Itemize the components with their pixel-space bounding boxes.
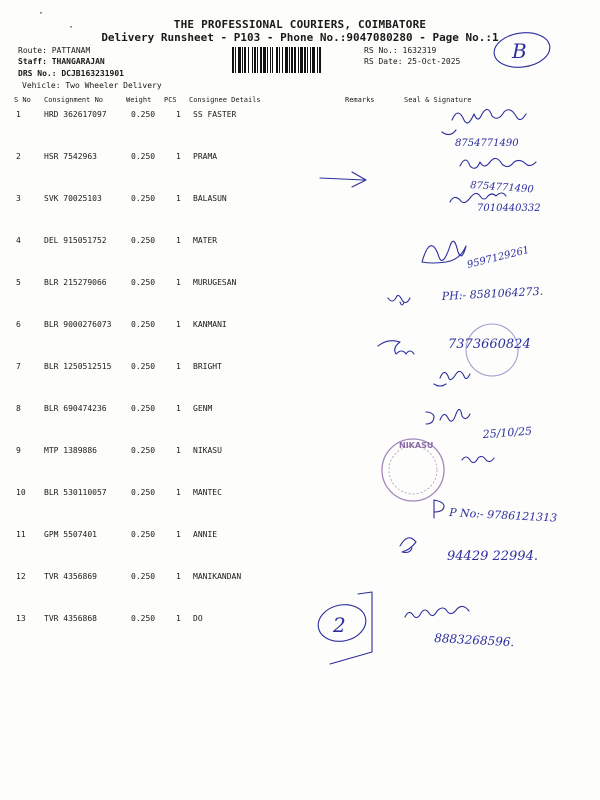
row-weight: 0.250 bbox=[131, 362, 156, 371]
row-sno: 8 bbox=[16, 404, 21, 413]
row-consignment: HRD 362617097 bbox=[44, 110, 107, 119]
row-sno: 9 bbox=[16, 446, 21, 455]
table-row bbox=[0, 362, 600, 376]
row-pcs: 1 bbox=[176, 236, 181, 245]
row-pcs: 1 bbox=[176, 110, 181, 119]
signature-phone: 9597129261 bbox=[466, 244, 531, 271]
row-weight: 0.250 bbox=[131, 446, 156, 455]
row-consignee: MANTEC bbox=[193, 488, 222, 497]
row-weight: 0.250 bbox=[131, 236, 156, 245]
row-consignee: GENM bbox=[193, 404, 213, 413]
row-pcs: 1 bbox=[176, 404, 181, 413]
row-consignee: MANIKANDAN bbox=[193, 572, 242, 581]
row-pcs: 1 bbox=[176, 320, 181, 329]
row-weight: 0.250 bbox=[131, 404, 156, 413]
rs-date-line bbox=[364, 57, 460, 67]
row-sno: 7 bbox=[16, 362, 21, 371]
row-sno: 10 bbox=[16, 488, 26, 497]
table-row bbox=[0, 278, 600, 292]
row-sno: 12 bbox=[16, 572, 26, 581]
drs-label: DRS No.: bbox=[18, 69, 57, 78]
row-consignee: MURUGESAN bbox=[193, 278, 237, 287]
row-sno: 5 bbox=[16, 278, 21, 287]
row-pcs: 1 bbox=[176, 194, 181, 203]
row-consignment: GPM 5507401 bbox=[44, 530, 97, 539]
row-consignee: BRIGHT bbox=[193, 362, 222, 371]
row-pcs: 1 bbox=[176, 572, 181, 581]
route-line bbox=[18, 46, 90, 56]
stamp-text: NIKASU bbox=[399, 441, 434, 450]
circled-b-letter: B bbox=[512, 39, 527, 63]
row-pcs: 1 bbox=[176, 488, 181, 497]
rs-no-line bbox=[364, 46, 436, 56]
vehicle-value: Two Wheeler Delivery bbox=[65, 81, 162, 90]
signature-row-10 bbox=[434, 500, 557, 525]
col-remarks-header: Remarks bbox=[345, 96, 375, 104]
speck: · bbox=[38, 8, 45, 19]
table-row bbox=[0, 320, 600, 334]
col-pcs-header: PCS bbox=[164, 96, 177, 104]
company-title: THE PROFESSIONAL COURIERS, COIMBATORE bbox=[173, 18, 427, 31]
row-consignee: PRAMA bbox=[193, 152, 218, 161]
row-pcs: 1 bbox=[176, 152, 181, 161]
row-sno: 13 bbox=[16, 614, 26, 623]
row-consignment: BLR 1250512515 bbox=[44, 362, 112, 371]
row-consignment: BLR 690474236 bbox=[44, 404, 107, 413]
row-sno: 4 bbox=[16, 236, 21, 245]
row-consignee: MATER bbox=[193, 236, 218, 245]
row-consignment: TVR 4356869 bbox=[44, 572, 97, 581]
row-consignment: SVK 70025103 bbox=[44, 194, 102, 203]
row-weight: 0.250 bbox=[131, 320, 156, 329]
row-weight: 0.250 bbox=[131, 530, 156, 539]
row-consignee: KANMANI bbox=[193, 320, 227, 329]
col-sno-header: S No bbox=[14, 96, 31, 104]
row-consignment: BLR 215279066 bbox=[44, 278, 107, 287]
signature-phone: 7010440332 bbox=[477, 203, 541, 214]
table-row bbox=[0, 236, 600, 250]
signature-phone: 8754771490 bbox=[469, 180, 535, 196]
col-seal-header: Seal & Signature bbox=[404, 96, 472, 104]
signature-phone: PH:- 8581064273. bbox=[441, 284, 544, 303]
row-sno: 3 bbox=[16, 194, 21, 203]
row-sno: 11 bbox=[16, 530, 26, 539]
row-consignment: BLR 9000276073 bbox=[44, 320, 112, 329]
col-consignment-header: Consignment No bbox=[44, 96, 104, 104]
arrow-mark bbox=[320, 172, 366, 187]
col-consignee-header: Consignee Details bbox=[189, 96, 261, 104]
row-pcs: 1 bbox=[176, 530, 181, 539]
vehicle-label: Vehicle: bbox=[22, 81, 61, 90]
row-weight: 0.250 bbox=[131, 572, 156, 581]
table-row bbox=[0, 194, 600, 208]
route-value: PATTANAM bbox=[51, 46, 91, 55]
table-row bbox=[0, 530, 600, 544]
row-pcs: 1 bbox=[176, 614, 181, 623]
table-row bbox=[0, 404, 600, 418]
barcode bbox=[232, 47, 358, 73]
runsheet-subtitle: Delivery Runsheet - P103 - Phone No.:9047080280 - Page No.:1 bbox=[101, 31, 499, 44]
row-weight: 0.250 bbox=[131, 110, 156, 119]
signature-phone: 8883268596. bbox=[433, 631, 515, 650]
table-row bbox=[0, 446, 600, 460]
row-consignment: MTP 1389886 bbox=[44, 446, 97, 455]
circled-two-digit: 2 bbox=[333, 613, 346, 637]
row-consignment: TVR 4356868 bbox=[44, 614, 97, 623]
staff-label: Staff: bbox=[18, 57, 47, 66]
row-consignee: SS FASTER bbox=[193, 110, 237, 119]
rs-date-label: RS Date: bbox=[364, 57, 403, 66]
table-row bbox=[0, 614, 600, 628]
row-consignee: DO bbox=[193, 614, 203, 623]
row-sno: 1 bbox=[16, 110, 21, 119]
staff-value: THANGARAJAN bbox=[51, 57, 105, 66]
signature-date: 25/10/25 bbox=[482, 424, 533, 441]
row-sno: 6 bbox=[16, 320, 21, 329]
rs-no-label: RS No.: bbox=[364, 46, 398, 55]
row-weight: 0.250 bbox=[131, 278, 156, 287]
row-pcs: 1 bbox=[176, 278, 181, 287]
signature-row-6 bbox=[378, 337, 531, 354]
signature-phone: 8754771490 bbox=[455, 138, 519, 149]
signature-phone: 94429 22994. bbox=[447, 549, 538, 564]
row-sno: 2 bbox=[16, 152, 21, 161]
row-weight: 0.250 bbox=[131, 488, 156, 497]
table-row bbox=[0, 110, 600, 124]
vehicle-line bbox=[22, 81, 162, 91]
row-consignment: BLR 530110057 bbox=[44, 488, 107, 497]
staff-line bbox=[18, 57, 105, 67]
row-consignee: ANNIE bbox=[193, 530, 218, 539]
rs-date-value: 25-Oct-2025 bbox=[407, 57, 461, 66]
table-row bbox=[0, 152, 600, 166]
col-weight-header: Weight bbox=[126, 96, 152, 104]
signature-phone: P No:- 9786121313 bbox=[448, 506, 558, 525]
speck: · bbox=[68, 22, 75, 33]
rs-no-value: 1632319 bbox=[402, 46, 437, 55]
row-consignment: HSR 7542963 bbox=[44, 152, 97, 161]
row-pcs: 1 bbox=[176, 446, 181, 455]
row-consignment: DEL 915051752 bbox=[44, 236, 107, 245]
drs-line bbox=[18, 69, 124, 79]
row-consignee: NIKASU bbox=[193, 446, 222, 455]
row-weight: 0.250 bbox=[131, 614, 156, 623]
signature-phone: 7373660824 bbox=[448, 337, 531, 352]
circled-two-mark bbox=[315, 592, 372, 664]
drs-value: DCJB163231901 bbox=[61, 69, 124, 78]
row-weight: 0.250 bbox=[131, 194, 156, 203]
row-pcs: 1 bbox=[176, 362, 181, 371]
row-consignee: BALASUN bbox=[193, 194, 227, 203]
row-weight: 0.250 bbox=[131, 152, 156, 161]
table-row bbox=[0, 488, 600, 502]
table-row bbox=[0, 572, 600, 586]
route-label: Route: bbox=[18, 46, 47, 55]
